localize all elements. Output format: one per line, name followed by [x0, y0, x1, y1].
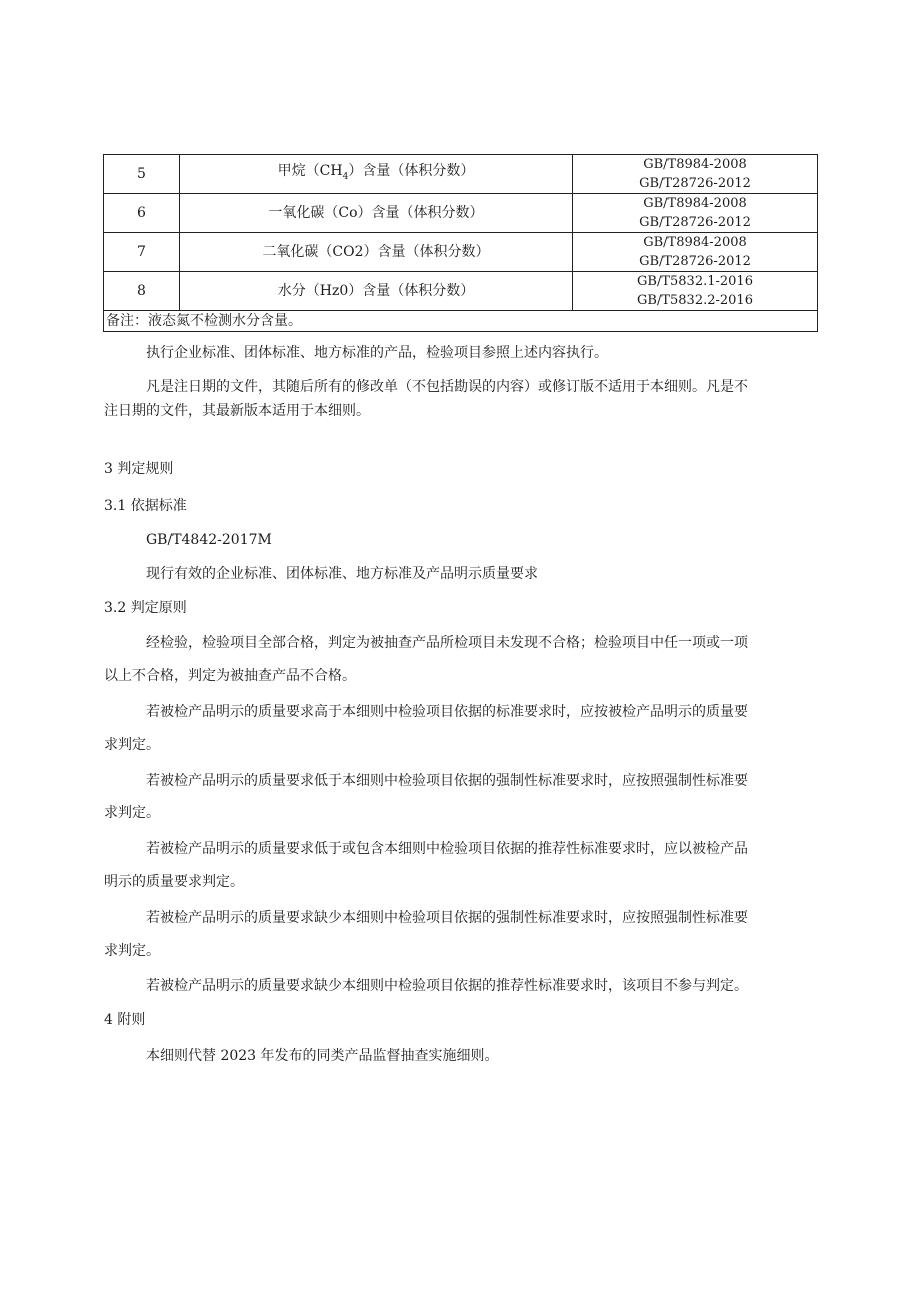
rule-3-line2: 求判定。	[104, 805, 160, 821]
table-row	[104, 233, 818, 272]
item-name-text: ）含量（体积分数）	[348, 162, 475, 179]
standard-code: GB/T8984-2008	[643, 157, 747, 172]
inspection-items-table	[103, 154, 818, 332]
standard-code: GB/T28726-2012	[639, 176, 751, 191]
standard-code: GB/T8984-2008	[643, 235, 747, 250]
rule-2-line1: 若被检产品明示的质量要求高于本细则中检验项目依据的标准要求时，应按被检产品明示的质量要	[146, 704, 748, 720]
section-heading-3-2: 3.2 判定原则	[104, 600, 187, 616]
standard-code: GB/T5832.1-2016	[637, 274, 753, 289]
standard-code: GB/T28726-2012	[639, 254, 751, 269]
rule-5-line2: 求判定。	[104, 943, 160, 959]
item-name	[180, 155, 573, 194]
standard-code: GB/T5832.2-2016	[637, 293, 753, 308]
table-row	[104, 272, 818, 311]
paragraph-dated-docs-line2: 注日期的文件，其最新版本适用于本细则。	[104, 403, 370, 419]
item-name: 二氧化碳（CO2）含量（体积分数）	[180, 233, 573, 272]
item-name: 水分（Hz0）含量（体积分数）	[180, 272, 573, 311]
rule-1-line1: 经检验，检验项目全部合格，判定为被抽查产品所检项目未发现不合格；检验项目中任一项或一项	[146, 635, 748, 651]
section-heading-3-1: 3.1 依据标准	[104, 498, 187, 514]
section-heading-4: 4 附则	[104, 1012, 146, 1028]
section-heading-3: 3 判定规则	[104, 461, 174, 477]
item-name: 一氧化碳（Co）含量（体积分数）	[180, 194, 573, 233]
standard-code: GB/T28726-2012	[639, 215, 751, 230]
rule-3-line1: 若被检产品明示的质量要求低于本细则中检验项目依据的强制性标准要求时，应按照强制性标准要	[146, 773, 748, 789]
standard-other: 现行有效的企业标准、团体标准、地方标准及产品明示质量要求	[146, 566, 538, 582]
paragraph-replacement: 本细则代替 2023 年发布的同类产品监督抽查实施细则。	[146, 1048, 499, 1064]
table-row	[104, 155, 818, 194]
item-number: 8	[104, 272, 180, 311]
standard-code: GB/T8984-2008	[643, 196, 747, 211]
rule-1-line2: 以上不合格，判定为被抽查产品不合格。	[104, 668, 356, 684]
item-name-text: 甲烷（CH	[277, 162, 343, 179]
rule-4-line1: 若被检产品明示的质量要求低于或包含本细则中检验项目依据的推荐性标准要求时，应以被检产品	[146, 841, 748, 857]
item-number: 7	[104, 233, 180, 272]
paragraph-execution: 执行企业标准、团体标准、地方标准的产品，检验项目参照上述内容执行。	[146, 345, 608, 361]
item-standards	[573, 272, 818, 311]
table-row	[104, 194, 818, 233]
subscript: 4	[342, 171, 349, 182]
item-number: 6	[104, 194, 180, 233]
rule-2-line2: 求判定。	[104, 737, 160, 753]
item-standards	[573, 155, 818, 194]
standard-main: GB/T4842-2017M	[146, 532, 272, 548]
paragraph-dated-docs-line1: 凡是注日期的文件，其随后所有的修改单（不包括勘误的内容）或修订版不适用于本细则。凡是不	[146, 379, 748, 395]
item-standards	[573, 233, 818, 272]
rule-6: 若被检产品明示的质量要求缺少本细则中检验项目依据的推荐性标准要求时，该项目不参与判定。	[146, 978, 748, 994]
table-note: 备注：液态氮不检测水分含量。	[104, 311, 818, 332]
item-number: 5	[104, 155, 180, 194]
table-note-row	[104, 311, 818, 332]
rule-4-line2: 明示的质量要求判定。	[104, 874, 244, 890]
item-standards	[573, 194, 818, 233]
rule-5-line1: 若被检产品明示的质量要求缺少本细则中检验项目依据的强制性标准要求时，应按照强制性标准要	[146, 910, 748, 926]
